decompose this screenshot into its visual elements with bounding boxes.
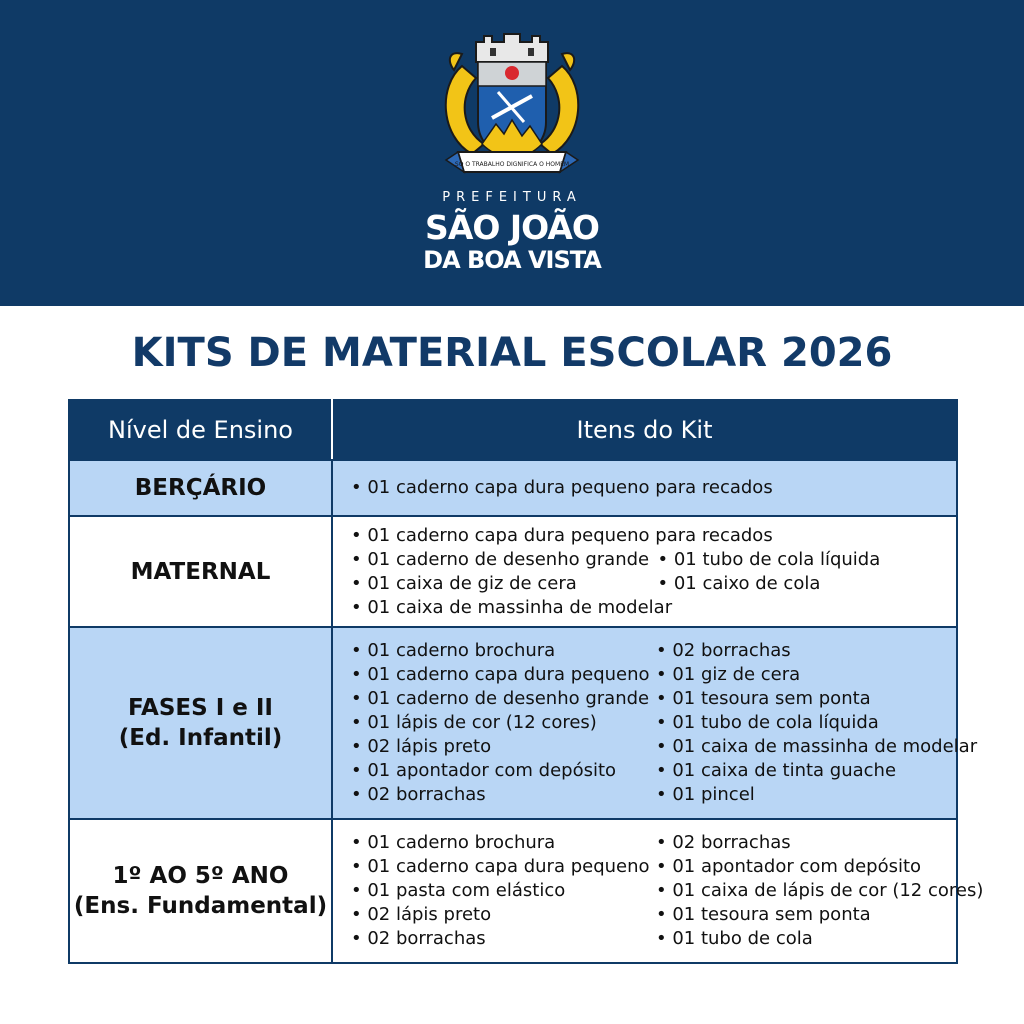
items-cell xyxy=(332,819,984,963)
list-item: • 02 borrachas xyxy=(656,639,956,663)
level-cell xyxy=(69,516,332,627)
list-item: • 01 tubo de cola líquida xyxy=(657,548,956,572)
list-item: • 01 tesoura sem ponta xyxy=(656,903,956,927)
header-banner xyxy=(0,0,1024,306)
list-item: • 01 caixa de massinha de modelar xyxy=(656,735,956,759)
level-sublabel: (Ed. Infantil) xyxy=(118,725,283,751)
list-item: • 02 borrachas xyxy=(351,927,656,951)
list-item: • 01 caderno de desenho grande xyxy=(351,687,656,711)
list-item: • 01 caderno capa dura pequeno para recados xyxy=(351,476,956,500)
level-label: MATERNAL xyxy=(130,558,271,585)
level-cell xyxy=(69,627,332,819)
list-item: • 01 caderno de desenho grande xyxy=(351,548,657,572)
city-name-line2: DA BOA VISTA xyxy=(423,246,601,274)
list-item: • 01 caixo de cola xyxy=(657,572,956,596)
list-item: • 01 caderno capa dura pequeno xyxy=(351,663,656,687)
list-item: • 01 apontador com depósito xyxy=(351,759,656,783)
items-cell xyxy=(332,627,978,819)
list-item: • 01 caixa de lápis de cor (12 cores) xyxy=(656,879,956,903)
items-cell xyxy=(332,460,957,516)
level-cell xyxy=(69,819,332,963)
table-row xyxy=(69,627,957,819)
list-item: • 01 tesoura sem ponta xyxy=(656,687,956,711)
column-header-items: Itens do Kit xyxy=(332,400,957,460)
list-item: • 01 apontador com depósito xyxy=(656,855,956,879)
list-item: • 01 caixa de tinta guache xyxy=(656,759,956,783)
city-name-line1: SÃO JOÃO xyxy=(425,208,599,247)
list-item: • 01 caderno capa dura pequeno para recados xyxy=(351,524,956,548)
prefeitura-label: PREFEITURA xyxy=(442,190,582,205)
table-row xyxy=(69,460,957,516)
list-item: • 02 lápis preto xyxy=(351,735,656,759)
crest-motto: SÓ O TRABALHO DIGNIFICA O HOMEM xyxy=(454,161,570,168)
table-row xyxy=(69,516,957,627)
level-cell xyxy=(69,460,332,516)
list-item: • 01 lápis de cor (12 cores) xyxy=(351,711,656,735)
list-item: • 02 borrachas xyxy=(351,783,656,807)
level-label: 1º AO 5º ANO xyxy=(112,863,289,889)
items-cell xyxy=(332,516,957,627)
kits-table xyxy=(68,399,984,964)
list-item: • 01 pasta com elástico xyxy=(351,879,656,903)
level-label: BERÇÁRIO xyxy=(134,475,267,501)
list-item: • 01 pincel xyxy=(656,783,956,807)
column-header-level: Nível de Ensino xyxy=(69,400,332,460)
city-crest-icon xyxy=(432,26,592,182)
list-item: • 01 caixa de massinha de modelar xyxy=(351,596,956,620)
list-item: • 01 caderno brochura xyxy=(351,831,656,855)
page-title: KITS DE MATERIAL ESCOLAR 2026 xyxy=(131,330,893,376)
table-header-row xyxy=(69,400,957,460)
list-item: • 02 borrachas xyxy=(656,831,956,855)
level-sublabel: (Ens. Fundamental) xyxy=(73,893,328,919)
list-item: • 01 giz de cera xyxy=(656,663,956,687)
list-item: • 01 caderno brochura xyxy=(351,639,656,663)
list-item: • 01 caderno capa dura pequeno xyxy=(351,855,656,879)
list-item: • 02 lápis preto xyxy=(351,903,656,927)
level-label: FASES I e II xyxy=(127,695,273,721)
list-item: • 01 caixa de giz de cera xyxy=(351,572,657,596)
list-item: • 01 tubo de cola líquida xyxy=(656,711,956,735)
table-row xyxy=(69,819,957,963)
list-item: • 01 tubo de cola xyxy=(656,927,956,951)
